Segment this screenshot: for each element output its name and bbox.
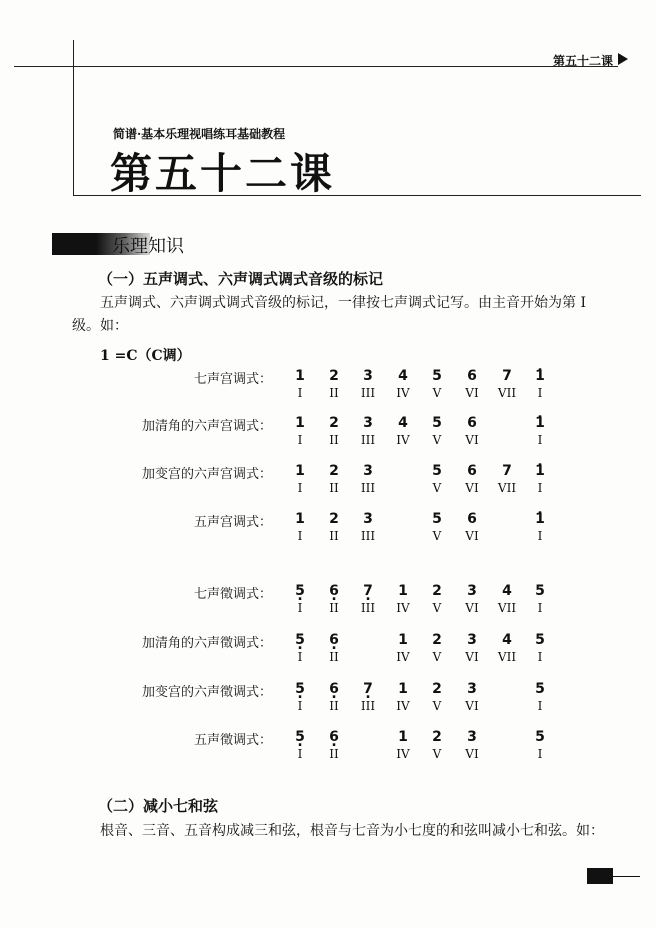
- note-digit: 3: [363, 511, 373, 527]
- scale-degree-numeral: V: [432, 481, 442, 495]
- note-digit: 3: [467, 729, 477, 745]
- section-banner-title: 乐理知识: [112, 236, 184, 257]
- scale-degree-numeral: I: [537, 699, 543, 713]
- scale-degree-numeral: IV: [396, 386, 410, 400]
- scale-degree-numeral: VII: [497, 650, 517, 664]
- note-digit: 1: [398, 681, 408, 697]
- part1-heading: （一）五声调式、六声调式调式音级的标记: [98, 270, 384, 288]
- note-digit: 5: [535, 681, 545, 697]
- note-digit: 5: [432, 463, 442, 479]
- zhi_rows-row-label: 加清角的六声徵调式：: [141, 636, 272, 651]
- note-digit: 6: [467, 511, 477, 527]
- scale-degree-numeral: V: [432, 601, 442, 615]
- part1-paragraph-line2: 级。如：: [72, 318, 128, 334]
- scale-degree-numeral: I: [537, 481, 543, 495]
- lesson-title: 第五十二课: [110, 149, 336, 198]
- scale-degree-numeral: II: [329, 386, 339, 400]
- scale-degree-numeral: III: [360, 386, 376, 400]
- part2-paragraph: 根音、三音、五音构成减三和弦，根音与七音为小七度的和弦叫减小七和弦。如：: [100, 823, 604, 839]
- zhi_rows-row-label: 加变宫的六声徵调式：: [141, 685, 272, 700]
- scale-degree-numeral: I: [297, 601, 303, 615]
- note-digit: 5 .: [292, 632, 308, 648]
- scale-degree-numeral: II: [329, 601, 339, 615]
- scale-degree-numeral: II: [329, 529, 339, 543]
- scale-degree-numeral: V: [432, 529, 442, 543]
- scale-degree-numeral: II: [329, 650, 339, 664]
- note-digit: 7: [502, 368, 512, 384]
- note-digit: 5 .: [292, 729, 308, 745]
- note-digit: 2: [329, 511, 339, 527]
- note-digit: 6 .: [326, 729, 342, 745]
- note-digit: 7: [502, 463, 512, 479]
- note-digit: 3: [363, 368, 373, 384]
- note-digit: 5: [535, 729, 545, 745]
- scale-degree-numeral: VII: [497, 386, 517, 400]
- note-digit: 3: [467, 632, 477, 648]
- note-digit: 5: [432, 415, 442, 431]
- scale-degree-numeral: I: [297, 529, 303, 543]
- note-digit: 2: [432, 583, 442, 599]
- scale-degree-numeral: VII: [497, 601, 517, 615]
- scale-degree-numeral: V: [432, 386, 442, 400]
- note-digit: 6: [467, 415, 477, 431]
- scale-degree-numeral: III: [360, 699, 376, 713]
- note-digit: 7 .: [360, 583, 376, 599]
- scale-degree-numeral: II: [329, 433, 339, 447]
- scale-degree-numeral: IV: [396, 650, 410, 664]
- note-digit: . 1: [532, 511, 548, 527]
- scale-degree-numeral: II: [329, 699, 339, 713]
- note-digit: 1: [295, 511, 305, 527]
- scale-degree-numeral: I: [537, 529, 543, 543]
- scale-degree-numeral: VII: [497, 481, 517, 495]
- note-digit: 5: [535, 583, 545, 599]
- note-digit: 4: [398, 368, 408, 384]
- part1-paragraph-line1: 五声调式、六声调式调式音级的标记，一律按七声调式记写。由主音开始为第 I: [100, 295, 586, 311]
- scale-degree-numeral: V: [432, 433, 442, 447]
- note-digit: 5: [432, 368, 442, 384]
- scale-degree-numeral: II: [329, 747, 339, 761]
- scale-degree-numeral: V: [432, 650, 442, 664]
- note-digit: 4: [502, 632, 512, 648]
- scale-degree-numeral: VI: [465, 699, 479, 713]
- note-digit: 5: [432, 511, 442, 527]
- zhi_rows-row-label: 五声徵调式：: [193, 733, 272, 748]
- gong_rows-row-label: 加变宫的六声宫调式：: [141, 467, 272, 482]
- scale-degree-numeral: I: [297, 650, 303, 664]
- note-digit: 2: [329, 415, 339, 431]
- note-digit: 5 .: [292, 681, 308, 697]
- page-tab: [587, 868, 613, 884]
- book-title: 简谱·基本乐理视唱练耳基础教程: [113, 127, 286, 141]
- note-digit: 6 .: [326, 632, 342, 648]
- scale-degree-numeral: I: [537, 747, 543, 761]
- scale-degree-numeral: I: [537, 386, 543, 400]
- scale-degree-numeral: VI: [465, 481, 479, 495]
- scale-degree-numeral: IV: [396, 747, 410, 761]
- zhi_rows-row-label: 七声徵调式：: [193, 587, 272, 602]
- note-digit: 6: [467, 463, 477, 479]
- gong_rows-row-label: 七声宫调式：: [193, 372, 272, 387]
- scale-degree-numeral: I: [297, 386, 303, 400]
- note-digit: 3: [467, 583, 477, 599]
- gong_rows-row-label: 五声宫调式：: [193, 515, 272, 530]
- scale-degree-numeral: VI: [465, 747, 479, 761]
- note-digit: 6: [467, 368, 477, 384]
- note-digit: 5 .: [292, 583, 308, 599]
- scale-degree-numeral: III: [360, 481, 376, 495]
- scale-degree-numeral: I: [297, 699, 303, 713]
- note-digit: . 1: [532, 368, 548, 384]
- scale-degree-numeral: III: [360, 433, 376, 447]
- note-digit: 4: [398, 415, 408, 431]
- note-digit: 7 .: [360, 681, 376, 697]
- part2-heading: （二）减小七和弦: [98, 797, 219, 815]
- scale-degree-numeral: IV: [396, 601, 410, 615]
- scale-degree-numeral: VI: [465, 601, 479, 615]
- page-tab-line: [613, 876, 640, 877]
- note-digit: 6 .: [326, 583, 342, 599]
- scale-degree-numeral: VI: [465, 529, 479, 543]
- arrow-right-icon: [618, 53, 628, 65]
- note-digit: 1: [398, 729, 408, 745]
- running-head: 第五十二课: [553, 54, 614, 68]
- note-digit: 1: [295, 368, 305, 384]
- scale-degree-numeral: I: [537, 433, 543, 447]
- scale-degree-numeral: IV: [396, 433, 410, 447]
- note-digit: 1: [295, 463, 305, 479]
- scale-degree-numeral: I: [297, 481, 303, 495]
- scale-degree-numeral: I: [297, 747, 303, 761]
- note-digit: 4: [502, 583, 512, 599]
- note-digit: 3: [363, 463, 373, 479]
- note-digit: 1: [398, 632, 408, 648]
- gong_rows-row-label: 加清角的六声宫调式：: [141, 419, 272, 434]
- scale-degree-numeral: VI: [465, 386, 479, 400]
- note-digit: 1: [398, 583, 408, 599]
- key-signature: 1 =C（C调）: [100, 348, 191, 364]
- note-digit: . 1: [532, 415, 548, 431]
- note-digit: 2: [329, 368, 339, 384]
- note-digit: . 1: [532, 463, 548, 479]
- header-vertical-rule: [73, 40, 74, 195]
- note-digit: 6 .: [326, 681, 342, 697]
- note-digit: 2: [432, 681, 442, 697]
- note-digit: 2: [432, 632, 442, 648]
- scale-degree-numeral: III: [360, 529, 376, 543]
- scale-degree-numeral: III: [360, 601, 376, 615]
- scale-degree-numeral: V: [432, 747, 442, 761]
- note-digit: 2: [329, 463, 339, 479]
- note-digit: 3: [467, 681, 477, 697]
- header-rule: [14, 66, 618, 67]
- scale-degree-numeral: VI: [465, 433, 479, 447]
- scale-degree-numeral: I: [537, 601, 543, 615]
- scale-degree-numeral: II: [329, 481, 339, 495]
- scale-degree-numeral: V: [432, 699, 442, 713]
- note-digit: 2: [432, 729, 442, 745]
- scale-degree-numeral: I: [297, 433, 303, 447]
- scale-degree-numeral: I: [537, 650, 543, 664]
- note-digit: 3: [363, 415, 373, 431]
- note-digit: 5: [535, 632, 545, 648]
- note-digit: 1: [295, 415, 305, 431]
- scale-degree-numeral: VI: [465, 650, 479, 664]
- scale-degree-numeral: IV: [396, 699, 410, 713]
